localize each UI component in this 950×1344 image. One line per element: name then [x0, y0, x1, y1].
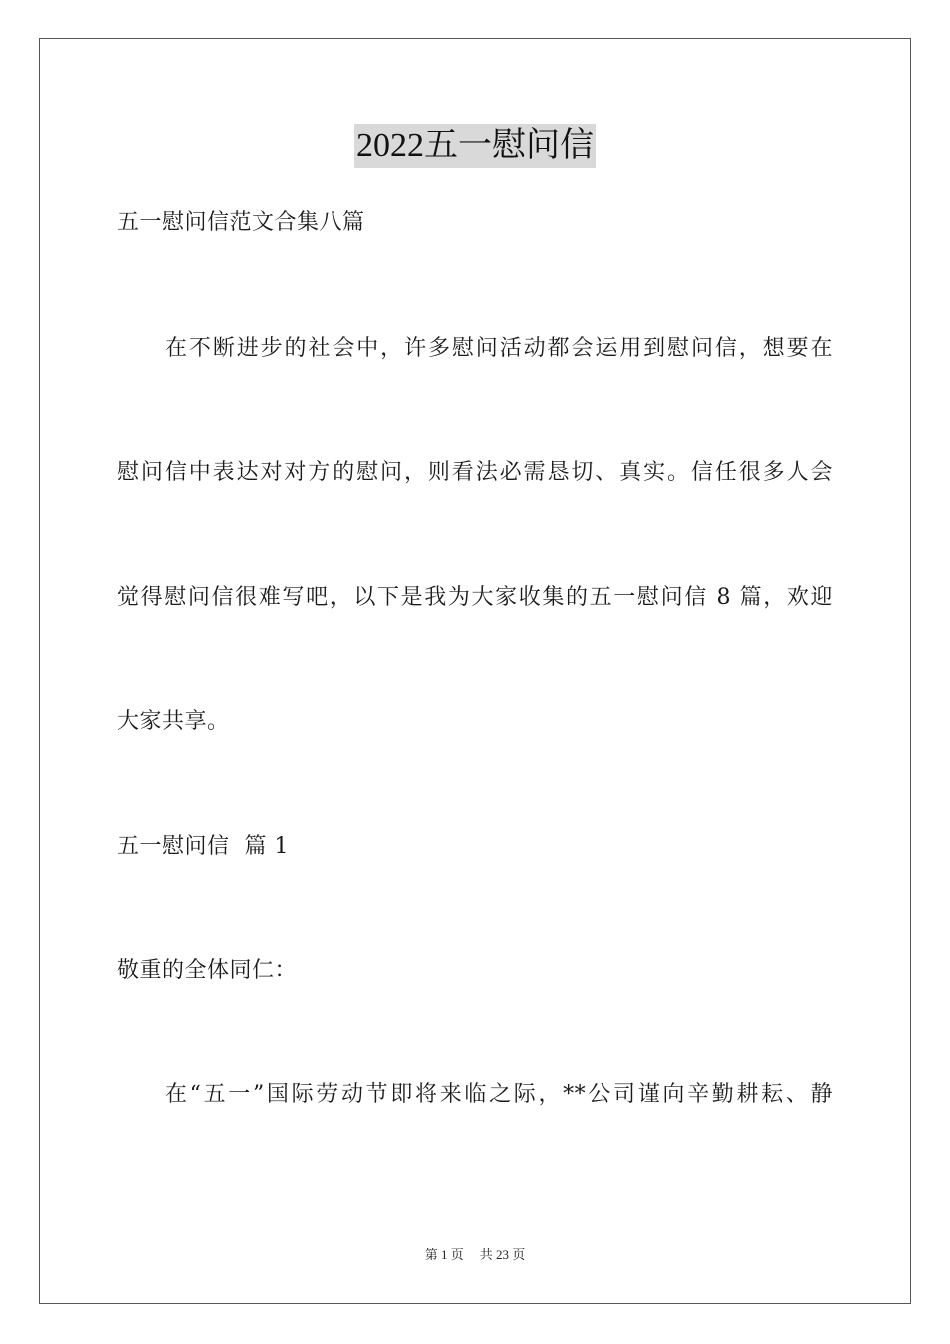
- page-footer: [0, 1246, 950, 1264]
- salutation: 敬重的全体同仁：: [117, 958, 298, 983]
- intro-line-3: 觉得慰问信很难写吧，以下是我为大家收集的五一慰问信 8 篇，欢迎: [117, 585, 833, 610]
- page-number: 第 1 页: [424, 1247, 464, 1262]
- title-container: [0, 124, 950, 168]
- intro-line-2: 慰问信中表达对对方的慰问，则看法必需恳切、真实。信任很多人会: [117, 460, 833, 485]
- intro-line-1: 在不断进步的社会中，许多慰问活动都会运用到慰问信，想要在: [165, 336, 833, 361]
- page-total: 共 23 页: [479, 1247, 526, 1262]
- section-heading: 五一慰问信 篇 1: [117, 834, 289, 859]
- document-title: 2022五一慰问信: [354, 124, 596, 168]
- body-line-1: 在“五一”国际劳动节即将来临之际，**公司谨向辛勤耕耘、静: [165, 1082, 833, 1107]
- document-subtitle: 五一慰问信范文合集八篇: [117, 210, 365, 235]
- intro-line-4: 大家共享。: [117, 709, 230, 734]
